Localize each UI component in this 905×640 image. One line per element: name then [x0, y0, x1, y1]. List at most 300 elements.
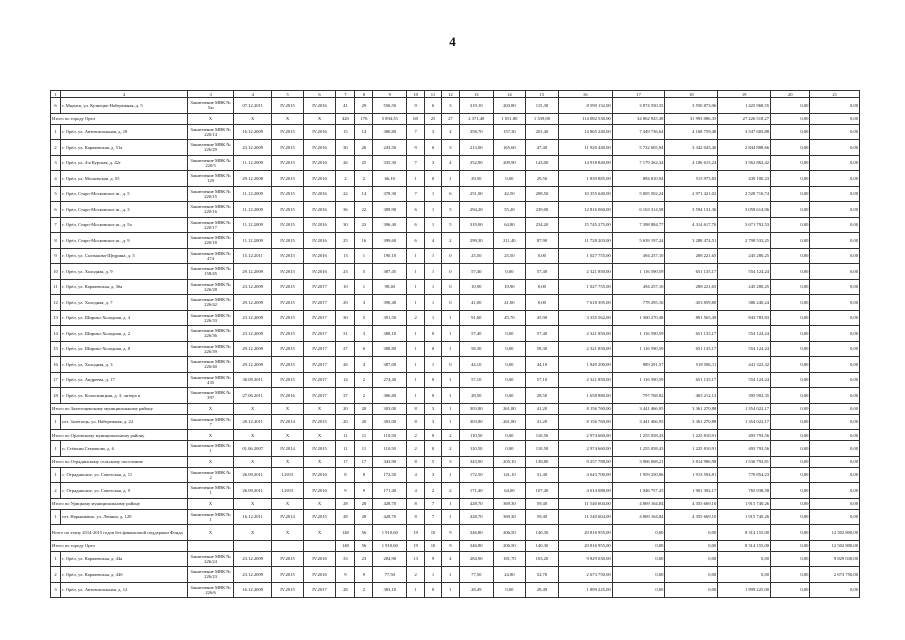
document-cell: Заключение МВК № 220/14 — [188, 124, 234, 140]
table-cell: IV.2016 — [303, 264, 336, 280]
table-row — [51, 509, 860, 525]
table-cell: 387,00 — [373, 357, 407, 373]
table-cell: 3 441 466,95 — [612, 403, 665, 414]
table-cell: 0,00 — [810, 202, 860, 218]
table-cell: 44,10 — [526, 357, 559, 373]
table-cell: 651 135,17 — [665, 264, 718, 280]
table-cell: 389,90 — [373, 202, 407, 218]
table-cell: 343,90 — [373, 456, 407, 467]
column-number: 8 — [355, 91, 373, 98]
table-cell: 3 — [425, 414, 442, 430]
address-cell: г. Орёл, ул. Салтыкова-Щедрина, д. 5 — [61, 248, 188, 264]
table-cell: 0,00 — [526, 295, 559, 311]
table-cell: IV.2015 — [272, 202, 303, 218]
table-cell: 172,50 — [459, 467, 493, 483]
table-cell: 0,00 — [810, 388, 860, 404]
table-cell: 0,00 — [493, 326, 526, 342]
table-cell: 2 528 716,74 — [718, 186, 771, 202]
table-cell: 8 — [407, 498, 425, 509]
table-cell: 15 745 275,00 — [558, 217, 612, 233]
table-cell: 23 — [355, 551, 373, 567]
table-row — [51, 567, 860, 583]
address-cell: пгт. Нарышкино, ул. Ленина, д. 120 — [61, 509, 188, 525]
table-cell: 1 899 225,00 — [718, 582, 771, 598]
table-cell: 0,00 — [665, 525, 718, 541]
table-cell: 57,40 — [459, 326, 493, 342]
table-cell: 91,60 — [459, 310, 493, 326]
table-cell: 0,00 — [771, 456, 810, 467]
table-row — [51, 414, 860, 430]
table-cell: 439 100,23 — [718, 171, 771, 187]
table-cell: 10,90 — [493, 279, 526, 295]
table-cell: 4 168 759,48 — [665, 124, 718, 140]
table-cell: 30 — [336, 310, 355, 326]
table-cell: 0,00 — [810, 140, 860, 156]
table-cell: 1 915 740,26 — [718, 498, 771, 509]
table-cell: 2 — [355, 582, 373, 598]
document-cell: Заключение МВК № 226/29 — [188, 140, 234, 156]
table-cell: X — [234, 430, 272, 441]
table-cell: 0,00 — [810, 456, 860, 467]
table-cell: 19 — [407, 525, 425, 541]
table-cell: 0,00 — [526, 248, 559, 264]
table-cell: 8 — [407, 456, 425, 467]
table-cell: 47,40 — [526, 140, 559, 156]
table-cell: 7 — [425, 509, 442, 525]
table-cell: 0,00 — [612, 540, 665, 551]
table-cell: 211,40 — [493, 233, 526, 249]
table-cell: 6 — [51, 202, 61, 218]
table-cell: 0,00 — [810, 357, 860, 373]
table-cell: 284,90 — [459, 551, 493, 567]
table-cell: 1 — [425, 264, 442, 280]
table-cell: 1 — [355, 248, 373, 264]
table-cell: X — [272, 113, 303, 124]
table-cell: 0,00 — [771, 279, 810, 295]
table-cell: 0,00 — [810, 372, 860, 388]
table-cell: 138,80 — [526, 456, 559, 467]
table-cell: 13 — [51, 310, 61, 326]
table-cell: 28 — [336, 509, 355, 525]
table-cell: 1 — [355, 279, 373, 295]
table-cell: X — [272, 430, 303, 441]
table-cell: 0,00 — [771, 326, 810, 342]
table-cell: 4 — [441, 155, 459, 171]
table-cell: 453 859,80 — [665, 295, 718, 311]
table-cell: 1 839 885,00 — [558, 171, 612, 187]
table-cell: 3 562 862,42 — [718, 155, 771, 171]
table-cell: 1 910,60 — [373, 525, 407, 541]
table-cell: 2 371,40 — [459, 113, 493, 124]
table-cell: 2 673 750,00 — [558, 567, 612, 583]
table-cell: 15 — [51, 341, 61, 357]
table-cell: 0,00 — [810, 483, 860, 499]
table-cell: 2 — [407, 441, 425, 457]
table-cell: 28,50 — [459, 388, 493, 404]
table-cell: 378,30 — [373, 186, 407, 202]
table-cell: 651 135,17 — [665, 326, 718, 342]
table-cell: X — [234, 403, 272, 414]
table-cell: 31,40 — [526, 467, 559, 483]
table-cell: 386,80 — [373, 388, 407, 404]
table-cell: X — [303, 525, 336, 541]
table-cell: 1 — [407, 248, 425, 264]
table-cell: IV.2014 — [272, 414, 303, 430]
table-row — [51, 217, 860, 233]
table-cell: 0,00 — [771, 310, 810, 326]
table-cell: 27 — [441, 113, 459, 124]
table-cell: IV.2015 — [272, 310, 303, 326]
table-cell: 10 — [336, 279, 355, 295]
table-cell: 87,90 — [526, 233, 559, 249]
table-cell: X — [303, 430, 336, 441]
table-cell: 9 — [355, 567, 373, 583]
table-cell: 64,00 — [493, 483, 526, 499]
table-cell: 5 — [441, 217, 459, 233]
table-cell: 31 993 086,35 — [665, 113, 718, 124]
table-cell: 16.12.2011 — [234, 509, 272, 525]
address-cell: г. Орёл, ул. Колхозницкая, д. 3, литера в — [61, 388, 188, 404]
table-cell: 77,50 — [459, 567, 493, 583]
table-cell: 303,00 — [373, 403, 407, 414]
table-cell: 0,00 — [810, 98, 860, 114]
address-cell: г. Орёл, ул. 4-я Курская, д. 42г — [61, 155, 188, 171]
table-cell: 1 536 792,81 — [718, 456, 771, 467]
column-number: 17 — [612, 91, 665, 98]
table-cell: 66,10 — [373, 171, 407, 187]
table-cell: 176 — [355, 113, 373, 124]
table-row — [51, 124, 860, 140]
table-cell: 0,00 — [718, 567, 771, 583]
table-cell: 0,00 — [810, 279, 860, 295]
table-cell: 2 — [407, 567, 425, 583]
table-cell: 5 894,55 — [373, 113, 407, 124]
table-cell: 3 906 008,21 — [612, 456, 665, 467]
table-cell: 346,80 — [459, 525, 493, 541]
table-cell: 1 225 810,91 — [665, 430, 718, 441]
table-cell: 770 854,23 — [718, 467, 771, 483]
table-cell: 0,00 — [810, 467, 860, 483]
table-cell: 251,00 — [459, 186, 493, 202]
table-cell: 8 — [336, 467, 355, 483]
table-cell: 0,00 — [771, 467, 810, 483]
table-cell: 165,60 — [493, 140, 526, 156]
table-cell: 2 — [355, 388, 373, 404]
table-cell: X — [188, 456, 234, 467]
table-cell: 11 — [51, 279, 61, 295]
column-number: 12 — [441, 91, 459, 98]
table-cell: 1 — [441, 498, 459, 509]
table-cell: 44,10 — [459, 357, 493, 373]
table-cell: 0,00 — [665, 582, 718, 598]
table-cell: 556,50 — [373, 98, 407, 114]
table-cell: 243,50 — [373, 140, 407, 156]
table-cell: 0,00 — [810, 326, 860, 342]
table-cell: 23.12.2009 — [234, 326, 272, 342]
table-cell: 0,00 — [771, 140, 810, 156]
table-cell: 30 — [336, 217, 355, 233]
table-cell: 1 — [407, 372, 425, 388]
document-cell: Заключение МВК № 226/42 — [188, 295, 234, 311]
table-cell: 12 502 800,00 — [810, 525, 860, 541]
table-cell: X — [234, 456, 272, 467]
table-cell: 465 212,13 — [665, 388, 718, 404]
table-cell — [234, 540, 272, 551]
table-cell: 0,00 — [771, 441, 810, 457]
table-cell: 0,00 — [771, 567, 810, 583]
table-cell: 205,10 — [493, 456, 526, 467]
table-cell: 2 321 850,00 — [558, 264, 612, 280]
table-cell: 1 946 757,25 — [612, 483, 665, 499]
table-cell: 2 — [441, 483, 459, 499]
table-cell: 206,50 — [493, 540, 526, 551]
table-cell: 6 — [425, 140, 442, 156]
table-cell: 0,00 — [810, 248, 860, 264]
table-cell: 1 — [407, 341, 425, 357]
address-cell: г. Орёл, ул. Карачевская, д. 44б — [61, 567, 188, 583]
table-cell: 0 — [425, 372, 442, 388]
table-cell: 1 027 755,00 — [558, 279, 612, 295]
table-cell: 1 910,60 — [373, 540, 407, 551]
table-cell: 9 257 788,00 — [558, 456, 612, 467]
table-cell: 20 — [336, 414, 355, 430]
address-cell: г. Орёл, ул. Широко-Холодная, д. 2 — [61, 326, 188, 342]
table-cell: 428,70 — [459, 509, 493, 525]
table-cell: 56 — [355, 525, 373, 541]
table-cell: 10 — [51, 264, 61, 280]
table-cell: 4 355 669,10 — [665, 498, 718, 509]
table-cell: 15 — [336, 124, 355, 140]
table-row — [51, 248, 860, 264]
table-cell: IV.2017 — [303, 295, 336, 311]
table-cell: IV.2017 — [303, 582, 336, 598]
table-cell: 518 586,11 — [665, 357, 718, 373]
document-cell: Заключение МВК № 1 — [188, 509, 234, 525]
table-cell: 0 — [425, 430, 442, 441]
table-cell: 10,90 — [459, 279, 493, 295]
table-cell: 17 — [51, 372, 61, 388]
table-cell: IV.2016 — [303, 467, 336, 483]
table-cell: 0,00 — [810, 310, 860, 326]
table-cell: 3 — [355, 295, 373, 311]
table-cell: IV.2017 — [303, 310, 336, 326]
table-cell: 8 — [407, 414, 425, 430]
table-cell: 1 — [425, 248, 442, 264]
table-cell: 11 920 440,00 — [558, 140, 612, 156]
table-cell: 3 814 986,98 — [665, 456, 718, 467]
table-cell: 14 865 240,00 — [558, 124, 612, 140]
table-cell: 0,00 — [493, 372, 526, 388]
subtotal-label: Итого по Орловскому муниципальному району — [51, 430, 188, 441]
table-cell: 26.09.2011 — [234, 483, 272, 499]
table-cell: 2 321 850,00 — [558, 341, 612, 357]
table-cell: 1 — [51, 509, 61, 525]
table-cell: X — [188, 430, 234, 441]
column-number: 19 — [718, 91, 771, 98]
table-cell: 07.12.2011 — [234, 98, 272, 114]
column-number: 6 — [303, 91, 336, 98]
table-cell: 1 — [407, 326, 425, 342]
table-cell: IV.2016 — [303, 248, 336, 264]
address-cell: г. Орёл, ул. Карачевская, д. 51а — [61, 140, 188, 156]
table-cell: X — [188, 403, 234, 414]
table-cell: 28 — [355, 498, 373, 509]
table-cell: 14 918 840,00 — [558, 155, 612, 171]
table-cell: 6 — [355, 341, 373, 357]
table-cell: 29.12.2009 — [234, 295, 272, 311]
table-cell: 01.06.2007 — [234, 441, 272, 457]
table-cell: 1 027 755,00 — [558, 248, 612, 264]
table-cell: 3 874 550,35 — [612, 98, 665, 114]
table-cell: 0,00 — [493, 264, 526, 280]
table-cell: 4 314 617,70 — [665, 217, 718, 233]
document-cell: Заключение МВК № 226/23 — [188, 567, 234, 583]
document-cell: Заключение МВК № 435 — [188, 372, 234, 388]
table-row — [51, 295, 860, 311]
table-cell: IV.2015 — [272, 264, 303, 280]
table-row — [51, 98, 860, 114]
table-cell: 114 082 530,00 — [558, 113, 612, 124]
table-cell: 1 — [441, 414, 459, 430]
document-cell: Заключение МВК № 2 — [188, 467, 234, 483]
table-cell: 4 — [407, 483, 425, 499]
table-cell: X — [234, 525, 272, 541]
table-cell: 24,80 — [493, 567, 526, 583]
table-cell: 1 — [441, 567, 459, 583]
table-cell: 254,20 — [526, 217, 559, 233]
column-number: 13 — [459, 91, 493, 98]
table-cell: 25,50 — [459, 248, 493, 264]
table-cell: 6 — [407, 217, 425, 233]
table-cell: 0,00 — [810, 498, 860, 509]
housing-resettlement-register — [50, 90, 860, 598]
table-cell: 11 728 203,00 — [558, 233, 612, 249]
table-row — [51, 388, 860, 404]
table-cell: 190,10 — [373, 248, 407, 264]
table-cell: 3 361 270,88 — [665, 414, 718, 430]
table-cell: 23.12.2009 — [234, 279, 272, 295]
table-cell: 45,70 — [493, 310, 526, 326]
table-cell: 1 354 022,17 — [718, 414, 771, 430]
table-row — [51, 483, 860, 499]
subtotal-row — [51, 525, 860, 541]
table-cell: 0,00 — [771, 509, 810, 525]
table-cell: 245 280,25 — [718, 248, 771, 264]
table-cell: 8 — [51, 233, 61, 249]
table-cell: 8 156 760,00 — [558, 403, 612, 414]
table-cell: 110,50 — [526, 441, 559, 457]
table-cell: 36 — [336, 202, 355, 218]
table-cell: 0,00 — [810, 155, 860, 171]
table-cell: 391,50 — [373, 310, 407, 326]
table-cell: 303,00 — [373, 414, 407, 430]
address-cell: г. Орёл, ул. Широко-Холодная, д. 4 — [61, 310, 188, 326]
table-cell: 3 550 873,06 — [665, 98, 718, 114]
table-cell: 12 816 060,00 — [558, 202, 612, 218]
table-cell: 0,00 — [771, 483, 810, 499]
table-cell: 3 342 045,40 — [665, 140, 718, 156]
table-cell: 4 — [441, 551, 459, 567]
table-cell: 651 135,17 — [665, 372, 718, 388]
document-cell: Заключение МВК № 226/39 — [188, 341, 234, 357]
table-cell: 1 — [51, 551, 61, 567]
table-cell: 16 — [51, 357, 61, 373]
table-cell: 319,10 — [459, 98, 493, 114]
table-cell: 0,00 — [771, 217, 810, 233]
table-cell: IV.2017 — [303, 357, 336, 373]
table-cell: 891 565,49 — [665, 310, 718, 326]
table-cell: 0 — [425, 341, 442, 357]
table-cell: 115,30 — [526, 98, 559, 114]
table-cell: 0 — [441, 264, 459, 280]
table-cell: 0,00 — [771, 248, 810, 264]
table-cell: 203,80 — [493, 98, 526, 114]
table-cell: 494 257,10 — [612, 279, 665, 295]
table-cell: 17 — [355, 456, 373, 467]
table-cell: 8 — [407, 403, 425, 414]
table-cell: IV.2016 — [303, 171, 336, 187]
table-cell: IV.2017 — [303, 326, 336, 342]
table-cell: 288 221,65 — [665, 279, 718, 295]
table-cell: 0,00 — [810, 414, 860, 430]
table-cell: IV.2016 — [303, 551, 336, 567]
address-cell: г. Мценск, ул. Кузнецко-Набережная, д. 5 — [61, 98, 188, 114]
table-cell: 0,00 — [493, 582, 526, 598]
table-cell: I.2015 — [272, 467, 303, 483]
table-cell: 2 — [51, 483, 61, 499]
table-cell: 22 — [336, 186, 355, 202]
table-cell: X — [272, 456, 303, 467]
table-cell: 41,00 — [459, 295, 493, 311]
table-cell: 110,50 — [373, 430, 407, 441]
table-cell: IV.2015 — [272, 171, 303, 187]
table-cell: 2 974 660,00 — [558, 441, 612, 457]
document-cell: Заключение МВК № 220/15 — [188, 186, 234, 202]
table-cell: 60 — [407, 113, 425, 124]
table-cell: 8 599 132,00 — [558, 98, 612, 114]
table-cell: 8 — [407, 509, 425, 525]
document-cell: Заключение МВК № 397 — [188, 388, 234, 404]
table-cell: 9 — [51, 248, 61, 264]
table-cell: 107,40 — [526, 483, 559, 499]
table-cell: 3 — [441, 98, 459, 114]
table-cell: IV.2015 — [272, 582, 303, 598]
address-cell: п. Стёпкин Семашова, д. 6 — [61, 441, 188, 457]
table-cell: 140,30 — [526, 540, 559, 551]
table-cell: 26 — [336, 155, 355, 171]
table-cell: 1 — [425, 279, 442, 295]
document-cell: Заключение МВК № 158/45 — [188, 264, 234, 280]
table-cell: 5 — [425, 456, 442, 467]
address-cell: г. Орёл, Старо-Московское ш., д. 9 — [61, 233, 188, 249]
table-cell: 1 — [407, 357, 425, 373]
table-cell: 20 816 955,00 — [558, 525, 612, 541]
table-cell: 1 425 968,55 — [718, 98, 771, 114]
subtotal-row — [51, 540, 860, 551]
table-cell: 3 — [51, 155, 61, 171]
table-cell: 2 321 850,00 — [558, 326, 612, 342]
table-cell: 171,40 — [459, 483, 493, 499]
table-cell: 1 — [407, 582, 425, 598]
table-cell: 1 658 880,00 — [558, 388, 612, 404]
table-cell: 0 — [425, 582, 442, 598]
table-cell: 23.12.2009 — [234, 567, 272, 583]
address-cell: г. Орёл, ул. Московская, д. 55 — [61, 171, 188, 187]
table-cell: 383,10 — [373, 582, 407, 598]
address-cell: г. Орёл, Старо-Московское ш., д. 5 — [61, 186, 188, 202]
table-cell: 57,40 — [459, 264, 493, 280]
table-cell: IV.2015 — [303, 509, 336, 525]
